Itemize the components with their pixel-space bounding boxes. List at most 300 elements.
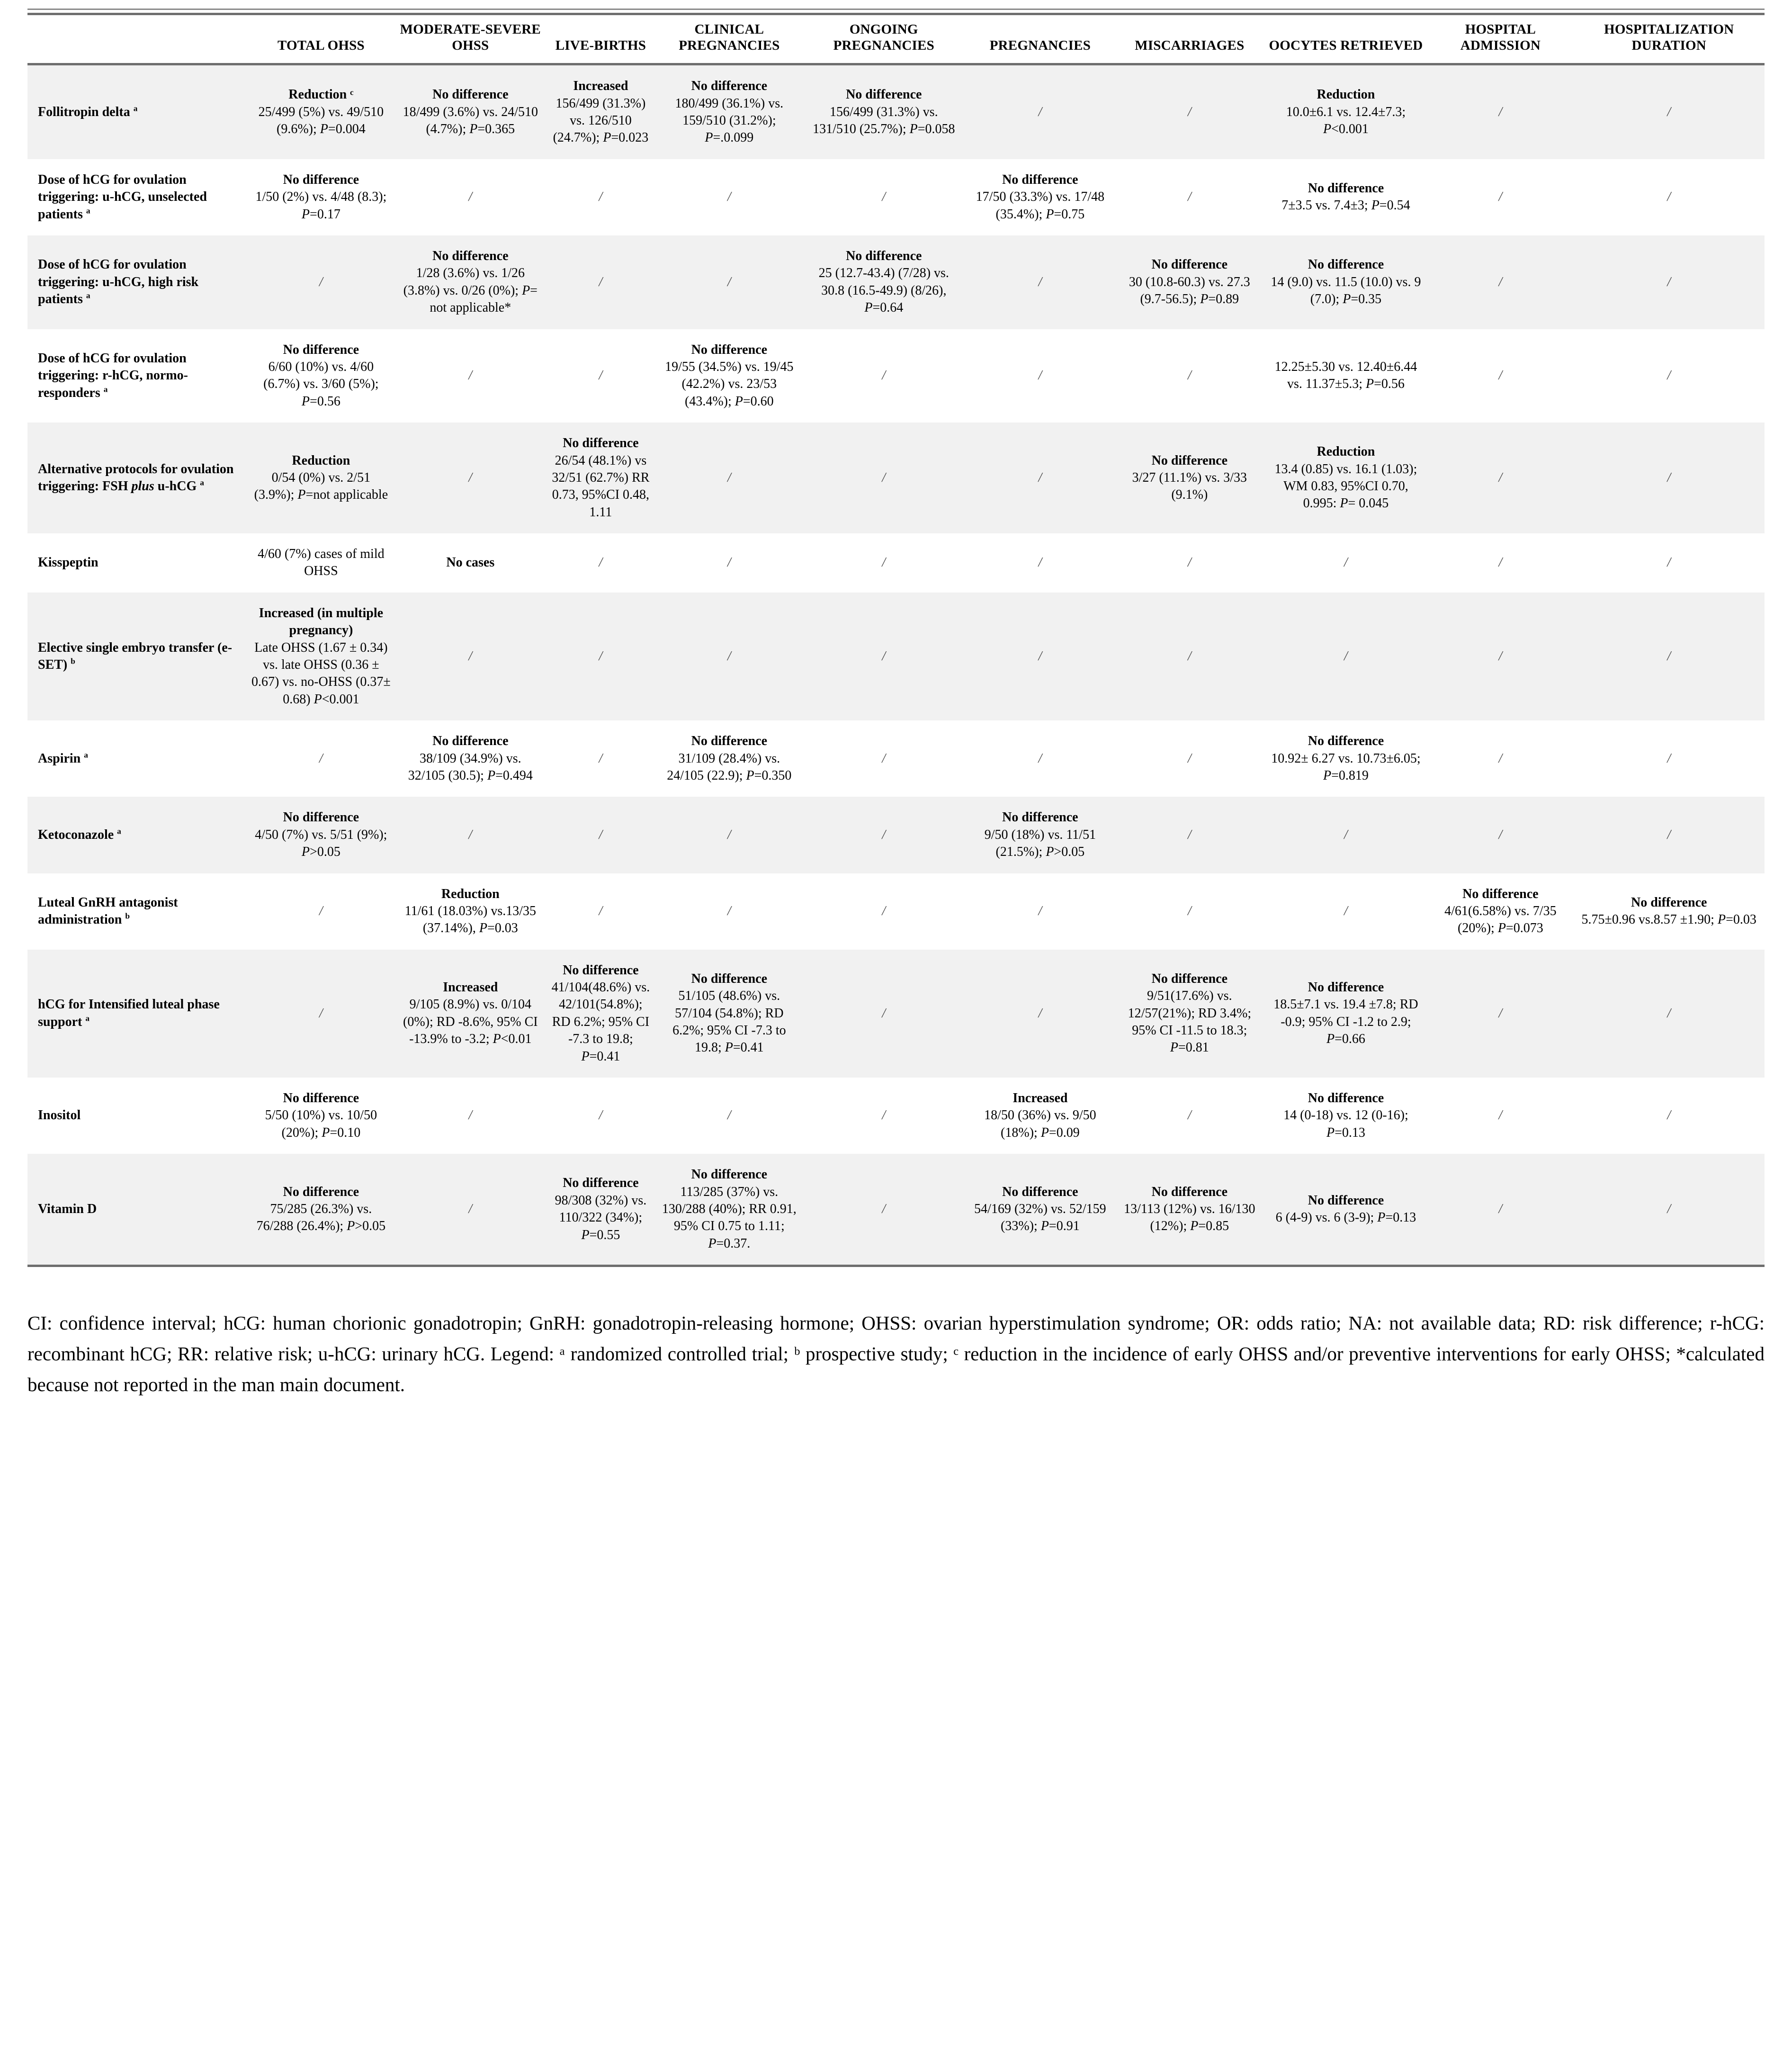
cell-verdict: No difference [691, 734, 768, 749]
empty-marker: / [1038, 368, 1042, 383]
empty-marker: / [1667, 555, 1671, 570]
empty-marker: / [1498, 1108, 1503, 1123]
cell-hospitalization_duration [1573, 235, 1765, 329]
cell-pregnancies [966, 950, 1115, 1078]
cell-moderate_severe_ohss [396, 950, 545, 1078]
cell-live_births [545, 64, 656, 159]
empty-marker: / [1498, 751, 1503, 766]
cell-moderate_severe_ohss [396, 422, 545, 533]
cell-hospitalization_duration [1573, 533, 1765, 593]
cell-pregnancies [966, 797, 1115, 873]
cell-hospital_admission [1427, 1154, 1573, 1266]
row-header-intervention: Follitropin delta $^a$ [27, 64, 246, 159]
cell-detail: Late OHSS (1.67 ± 0.34) vs. late OHSS (0.36 ± 0.67) vs. no-OHSS (0.37± 0.68) P<0.001 [251, 640, 391, 707]
row-header-intervention: Dose of hCG for ovulation triggering: u-hCG, high risk patients $^a$ [27, 235, 246, 329]
cell-verdict: No difference [563, 962, 639, 978]
cell-pregnancies [966, 1154, 1115, 1266]
empty-marker: / [882, 827, 886, 842]
empty-marker: / [1038, 648, 1042, 664]
cell-total_ohss [246, 720, 395, 797]
cell-oocytes_retrieved [1264, 1078, 1428, 1154]
cell-detail: 17/50 (33.3%) vs. 17/48 (35.4%); P=0.75 [976, 189, 1105, 222]
cell-hospital_admission [1427, 329, 1573, 423]
cell-verdict: Increased (in multiple pregnancy) [259, 605, 384, 638]
cell-hospital_admission [1427, 950, 1573, 1078]
empty-marker: / [599, 648, 603, 664]
empty-marker: / [1344, 648, 1348, 664]
cell-oocytes_retrieved [1264, 950, 1428, 1078]
table-header-row [27, 14, 1765, 64]
cell-detail: 75/285 (26.3%) vs. 76/288 (26.4%); P>0.05 [256, 1202, 386, 1234]
cell-detail: 3/27 (11.1%) vs. 3/33 (9.1%) [1132, 470, 1247, 503]
cell-miscarriages [1115, 720, 1264, 797]
cell-pregnancies [966, 720, 1115, 797]
empty-marker: / [1187, 648, 1192, 664]
cell-hospitalization_duration [1573, 64, 1765, 159]
table-top-rule [27, 9, 1765, 10]
empty-marker: / [882, 555, 886, 570]
cell-total_ohss [246, 235, 395, 329]
cell-hospital_admission [1427, 422, 1573, 533]
empty-marker: / [1498, 555, 1503, 570]
cell-hospital_admission [1427, 533, 1573, 593]
cell-miscarriages [1115, 1154, 1264, 1266]
column-header-moderate-severe-ohss: MODERATE-SEVERE OHSS [396, 14, 545, 64]
cell-ongoing_pregnancies [802, 720, 966, 797]
cell-detail: 51/105 (48.6%) vs. 57/104 (54.8%); RD 6.2%; 95% CI -7.3 to 19.8; P=0.41 [672, 989, 786, 1055]
row-header-intervention: Kisspeptin [27, 533, 246, 593]
ohss-interventions-table [27, 13, 1765, 1267]
cell-detail: 6 (4-9) vs. 6 (3-9); P=0.13 [1275, 1210, 1416, 1225]
cell-total_ohss [246, 64, 395, 159]
column-header-total-ohss: TOTAL OHSS [246, 14, 395, 64]
empty-marker: / [599, 189, 603, 205]
cell-verdict: No difference [1462, 886, 1539, 901]
cell-live_births [545, 159, 656, 235]
cell-verdict: No difference [1631, 895, 1707, 910]
cell-detail: 9/105 (8.9%) vs. 0/104 (0%); RD -8.6%, 95% CI -13.9% to -3.2; P<0.01 [403, 997, 538, 1047]
empty-marker: / [468, 1202, 473, 1216]
cell-detail: 4/50 (7%) vs. 5/51 (9%); P>0.05 [255, 827, 387, 860]
cell-verdict: Increased [443, 980, 498, 995]
cell-clinical_pregnancies [656, 159, 802, 235]
empty-marker: / [319, 903, 323, 918]
cell-live_births [545, 720, 656, 797]
empty-marker: / [727, 1108, 731, 1123]
cell-verdict: No difference [1151, 257, 1228, 272]
cell-detail: 1/28 (3.6%) vs. 1/26 (3.8%) vs. 0/26 (0%); P= not applicable* [403, 266, 538, 315]
empty-marker: / [882, 1108, 886, 1123]
cell-pregnancies [966, 422, 1115, 533]
cell-total_ohss [246, 422, 395, 533]
empty-marker: / [1038, 1006, 1042, 1021]
empty-marker: / [468, 368, 473, 383]
cell-detail: 19/55 (34.5%) vs. 19/45 (42.2%) vs. 23/53 (43.4%); P=0.60 [665, 359, 794, 409]
cell-moderate_severe_ohss [396, 64, 545, 159]
cell-detail: 156/499 (31.3%) vs. 131/510 (25.7%); P=0.058 [813, 104, 955, 137]
cell-detail: 156/499 (31.3%) vs. 126/510 (24.7%); P=0.023 [553, 96, 649, 145]
cell-oocytes_retrieved [1264, 235, 1428, 329]
cell-pregnancies [966, 593, 1115, 720]
cell-total_ohss [246, 950, 395, 1078]
cell-pregnancies [966, 533, 1115, 593]
row-header-intervention: hCG for Intensified luteal phase support $^a$ [27, 950, 246, 1078]
cell-ongoing_pregnancies [802, 422, 966, 533]
cell-miscarriages [1115, 159, 1264, 235]
empty-marker: / [1498, 104, 1503, 119]
cell-clinical_pregnancies [656, 873, 802, 950]
empty-marker: / [1667, 1108, 1671, 1123]
row-header-intervention: Aspirin $^a$ [27, 720, 246, 797]
cell-miscarriages [1115, 422, 1264, 533]
cell-oocytes_retrieved [1264, 797, 1428, 873]
cell-verdict: No difference [283, 810, 359, 825]
cell-detail: 14 (0-18) vs. 12 (0-16); P=0.13 [1283, 1108, 1408, 1140]
cell-detail: 10.92± 6.27 vs. 10.73±6.05; P=0.819 [1271, 751, 1421, 783]
cell-detail: 11/61 (18.03%) vs.13/35 (37.14%), P=0.03 [404, 903, 536, 936]
cell-moderate_severe_ohss [396, 873, 545, 950]
table-body [27, 64, 1765, 1266]
empty-marker: / [1038, 470, 1042, 485]
column-header-live-births: LIVE-BIRTHS [545, 14, 656, 64]
cell-detail: 14 (9.0) vs. 11.5 (10.0) vs. 9 (7.0); P=0.35 [1271, 274, 1421, 306]
cell-moderate_severe_ohss [396, 1078, 545, 1154]
cell-oocytes_retrieved [1264, 329, 1428, 423]
cell-hospital_admission [1427, 797, 1573, 873]
cell-miscarriages [1115, 593, 1264, 720]
empty-marker: / [599, 827, 603, 842]
cell-total_ohss [246, 1154, 395, 1266]
cell-detail: 25/499 (5%) vs. 49/510 (9.6%); P=0.004 [258, 104, 384, 137]
cell-live_births [545, 873, 656, 950]
cell-total_ohss [246, 329, 395, 423]
empty-marker: / [1187, 555, 1192, 570]
cell-live_births [545, 950, 656, 1078]
cell-oocytes_retrieved [1264, 159, 1428, 235]
cell-ongoing_pregnancies [802, 329, 966, 423]
cell-clinical_pregnancies [656, 329, 802, 423]
row-header-intervention: Elective single embryo transfer (e-SET) $^b$ [27, 593, 246, 720]
cell-pregnancies [966, 64, 1115, 159]
cell-hospital_admission [1427, 1078, 1573, 1154]
cell-miscarriages [1115, 329, 1264, 423]
cell-miscarriages [1115, 1078, 1264, 1154]
table-row [27, 64, 1765, 159]
cell-hospitalization_duration [1573, 593, 1765, 720]
empty-marker: / [319, 751, 323, 766]
empty-marker: / [1667, 1202, 1671, 1216]
empty-marker: / [1498, 189, 1503, 205]
column-header-oocytes-retrieved: OOCYTES RETRIEVED [1264, 14, 1428, 64]
empty-marker: / [1498, 1202, 1503, 1216]
cell-oocytes_retrieved [1264, 64, 1428, 159]
cell-hospitalization_duration [1573, 1154, 1765, 1266]
cell-verdict: No difference [1002, 1184, 1078, 1199]
cell-total_ohss [246, 797, 395, 873]
cell-clinical_pregnancies [656, 720, 802, 797]
cell-verdict: No difference [691, 79, 768, 94]
cell-moderate_severe_ohss [396, 533, 545, 593]
cell-miscarriages [1115, 873, 1264, 950]
cell-hospitalization_duration [1573, 797, 1765, 873]
cell-verdict: No difference [563, 436, 639, 451]
row-header-intervention: Luteal GnRH antagonist administration $^b$ [27, 873, 246, 950]
empty-marker: / [468, 827, 473, 842]
cell-pregnancies [966, 235, 1115, 329]
cell-moderate_severe_ohss [396, 797, 545, 873]
cell-pregnancies [966, 1078, 1115, 1154]
cell-detail: 180/499 (36.1%) vs. 159/510 (31.2%); P=.0.099 [675, 96, 784, 145]
empty-marker: / [1038, 274, 1042, 289]
empty-marker: / [1187, 751, 1192, 766]
table-row [27, 422, 1765, 533]
empty-marker: / [1344, 903, 1348, 918]
table-row [27, 329, 1765, 423]
empty-marker: / [1667, 751, 1671, 766]
cell-ongoing_pregnancies [802, 593, 966, 720]
table-row [27, 159, 1765, 235]
row-header-intervention: Inositol [27, 1078, 246, 1154]
cell-detail: 41/104(48.6%) vs. 42/101(54.8%); RD 6.2%; 95% CI -7.3 to 19.8; P=0.41 [551, 980, 650, 1064]
empty-marker: / [882, 368, 886, 383]
cell-verdict: Reduction [1317, 87, 1375, 102]
column-header-pregnancies: PREGNANCIES [966, 14, 1115, 64]
cell-pregnancies [966, 329, 1115, 423]
cell-detail: 98/308 (32%) vs. 110/322 (34%); P=0.55 [555, 1193, 647, 1242]
empty-marker: / [1187, 827, 1192, 842]
row-header-intervention: Dose of hCG for ovulation triggering: u-hCG, unselected patients $^a$ [27, 159, 246, 235]
empty-marker: / [882, 470, 886, 485]
cell-verdict: No difference [1151, 1184, 1228, 1199]
empty-marker: / [1498, 1006, 1503, 1021]
cell-pregnancies [966, 159, 1115, 235]
empty-marker: / [1187, 189, 1192, 205]
cell-miscarriages [1115, 533, 1264, 593]
cell-detail: 6/60 (10%) vs. 4/60 (6.7%) vs. 3/60 (5%); P=0.56 [263, 359, 379, 409]
cell-moderate_severe_ohss [396, 235, 545, 329]
cell-detail: 1/50 (2%) vs. 4/48 (8.3); P=0.17 [255, 189, 387, 222]
cell-verdict: No difference [691, 971, 768, 986]
empty-marker: / [882, 189, 886, 205]
cell-ongoing_pregnancies [802, 533, 966, 593]
cell-detail: 4/61(6.58%) vs. 7/35 (20%); P=0.073 [1444, 903, 1557, 936]
empty-marker: / [1667, 827, 1671, 842]
empty-marker: / [1498, 827, 1503, 842]
empty-marker: / [727, 555, 731, 570]
cell-pregnancies [966, 873, 1115, 950]
cell-verdict: No difference [1002, 810, 1078, 825]
cell-verdict: Reduction [292, 453, 350, 468]
column-header-miscarriages: MISCARRIAGES [1115, 14, 1264, 64]
cell-total_ohss [246, 533, 395, 593]
cell-verdict: No difference [846, 87, 922, 102]
cell-clinical_pregnancies [656, 533, 802, 593]
cell-miscarriages [1115, 950, 1264, 1078]
cell-live_births [545, 329, 656, 423]
cell-live_births [545, 1078, 656, 1154]
cell-oocytes_retrieved [1264, 1154, 1428, 1266]
empty-marker: / [1667, 274, 1671, 289]
cell-verdict: No difference [432, 734, 509, 749]
cell-moderate_severe_ohss [396, 159, 545, 235]
empty-marker: / [1667, 189, 1671, 205]
table-row [27, 797, 1765, 873]
empty-marker: / [1187, 1108, 1192, 1123]
cell-live_births [545, 1154, 656, 1266]
empty-marker: / [1344, 827, 1348, 842]
empty-marker: / [1038, 751, 1042, 766]
empty-marker: / [599, 555, 603, 570]
cell-detail: 54/169 (32%) vs. 52/159 (33%); P=0.91 [974, 1202, 1106, 1234]
column-header-ongoing-pregnancies: ONGOING PREGNANCIES [802, 14, 966, 64]
cell-verdict: No difference [1308, 734, 1384, 749]
column-header-clinical-pregnancies: CLINICAL PREGNANCIES [656, 14, 802, 64]
empty-marker: / [468, 470, 473, 485]
row-header-intervention: Dose of hCG for ovulation triggering: r-hCG, normo-responders $^a$ [27, 329, 246, 423]
cell-clinical_pregnancies [656, 235, 802, 329]
cell-detail: 38/109 (34.9%) vs. 32/105 (30.5); P=0.494 [408, 751, 533, 783]
cell-oocytes_retrieved [1264, 533, 1428, 593]
cell-verdict: No difference [563, 1176, 639, 1191]
cell-live_births [545, 797, 656, 873]
cell-miscarriages [1115, 64, 1264, 159]
table-header [27, 14, 1765, 64]
table-row [27, 873, 1765, 950]
cell-detail: 31/109 (28.4%) vs. 24/105 (22.9); P=0.350 [667, 751, 792, 783]
cell-detail: 9/50 (18%) vs. 11/51 (21.5%); P>0.05 [984, 827, 1096, 860]
table-row [27, 235, 1765, 329]
cell-verdict: No difference [283, 342, 359, 357]
cell-clinical_pregnancies [656, 1154, 802, 1266]
cell-detail: 25 (12.7-43.4) (7/28) vs. 30.8 (16.5-49.9) (8/26), P=0.64 [818, 266, 949, 315]
empty-marker: / [882, 903, 886, 918]
cell-total_ohss [246, 1078, 395, 1154]
cell-verdict: No difference [1308, 181, 1384, 196]
cell-clinical_pregnancies [656, 950, 802, 1078]
cell-live_births [545, 235, 656, 329]
empty-marker: / [1667, 1006, 1671, 1021]
table-row [27, 593, 1765, 720]
cell-detail: 30 (10.8-60.3) vs. 27.3 (9.7-56.5); P=0.89 [1129, 274, 1250, 306]
cell-verdict: No difference [432, 248, 509, 263]
cell-verdict: No difference [1002, 172, 1078, 187]
cell-moderate_severe_ohss [396, 593, 545, 720]
cell-verdict: No difference [432, 87, 509, 102]
empty-marker: / [727, 648, 731, 664]
empty-marker: / [599, 1108, 603, 1123]
cell-verdict: No difference [283, 1091, 359, 1106]
cell-verdict: No difference [1308, 257, 1384, 272]
cell-verdict: No difference [283, 172, 359, 187]
table-row [27, 1154, 1765, 1266]
empty-marker: / [1498, 470, 1503, 485]
empty-marker: / [727, 189, 731, 205]
empty-marker: / [1187, 104, 1192, 119]
cell-live_births [545, 533, 656, 593]
table-footnote: CI: confidence interval; hCG: human chorionic gonadotropin; GnRH: gonadotropin-releasing hormone; OHSS: ovarian hyperstimulation syndrome; OR: odds ratio; NA: not available data; RD: risk difference; r-hCG: recombinant hCG; RR: relative risk; u-hCG: urinary hCG. Legend: ᵃ randomized controlled trial; ᵇ prospective study; ᶜ reduction in the incidence of early OHSS and/or preventive interventions for early OHSS; *calculated because not reported in the man main document. [27, 1312, 1765, 1395]
cell-detail: 18/499 (3.6%) vs. 24/510 (4.7%); P=0.365 [403, 104, 538, 137]
cell-ongoing_pregnancies [802, 235, 966, 329]
cell-hospitalization_duration [1573, 720, 1765, 797]
cell-clinical_pregnancies [656, 797, 802, 873]
cell-verdict: No difference [1308, 1091, 1384, 1106]
cell-total_ohss [246, 873, 395, 950]
empty-marker: / [599, 274, 603, 289]
cell-hospital_admission [1427, 159, 1573, 235]
cell-ongoing_pregnancies [802, 64, 966, 159]
empty-marker: / [1667, 470, 1671, 485]
empty-marker: / [1498, 274, 1503, 289]
cell-verdict: No difference [1151, 971, 1228, 986]
empty-marker: / [468, 189, 473, 205]
cell-live_births [545, 593, 656, 720]
cell-hospitalization_duration [1573, 1078, 1765, 1154]
cell-verdict: No difference [283, 1184, 359, 1199]
cell-hospitalization_duration [1573, 950, 1765, 1078]
cell-moderate_severe_ohss [396, 1154, 545, 1266]
cell-ongoing_pregnancies [802, 950, 966, 1078]
column-header-hospitalization-duration: HOSPITALIZATION DURATION [1573, 14, 1765, 64]
cell-verdict: No difference [1151, 453, 1228, 468]
cell-detail: 13.4 (0.85) vs. 16.1 (1.03); WM 0.83, 95%CI 0.70, 0.995: P= 0.045 [1274, 461, 1417, 511]
cell-total_ohss [246, 159, 395, 235]
cell-hospital_admission [1427, 593, 1573, 720]
empty-marker: / [1038, 903, 1042, 918]
empty-marker: / [468, 648, 473, 664]
cell-hospitalization_duration [1573, 422, 1765, 533]
empty-marker: / [599, 368, 603, 383]
cell-hospital_admission [1427, 64, 1573, 159]
cell-detail: 18/50 (36%) vs. 9/50 (18%); P=0.09 [984, 1108, 1096, 1140]
cell-hospital_admission [1427, 235, 1573, 329]
column-header-intervention [27, 14, 246, 64]
cell-verdict: Increased [1012, 1091, 1068, 1106]
cell-miscarriages [1115, 797, 1264, 873]
cell-detail: 10.0±6.1 vs. 12.4±7.3; P<0.001 [1286, 104, 1406, 137]
cell-clinical_pregnancies [656, 422, 802, 533]
empty-marker: / [1344, 555, 1348, 570]
table-row [27, 533, 1765, 593]
cell-ongoing_pregnancies [802, 873, 966, 950]
column-header-hospital-admission: HOSPITAL ADMISSION [1427, 14, 1573, 64]
cell-verdict: No difference [1308, 980, 1384, 995]
empty-marker: / [1667, 368, 1671, 383]
cell-verdict: Increased [573, 79, 628, 94]
cell-verdict: No cases [446, 555, 495, 570]
empty-marker: / [882, 648, 886, 664]
cell-detail: 7±3.5 vs. 7.4±3; P=0.54 [1281, 198, 1410, 213]
cell-total_ohss [246, 593, 395, 720]
empty-marker: / [727, 470, 731, 485]
cell-ongoing_pregnancies [802, 1078, 966, 1154]
cell-detail: 13/113 (12%) vs. 16/130 (12%); P=0.85 [1124, 1202, 1255, 1234]
cell-verdict: No difference [846, 248, 922, 263]
empty-marker: / [319, 1006, 323, 1021]
cell-detail: 0/54 (0%) vs. 2/51 (3.9%); P=not applicable [254, 470, 388, 503]
cell-detail: 5/50 (10%) vs. 10/50 (20%); P=0.10 [265, 1108, 377, 1140]
empty-marker: / [727, 274, 731, 289]
cell-clinical_pregnancies [656, 64, 802, 159]
cell-verdict: Reduction [441, 886, 500, 901]
empty-marker: / [319, 274, 323, 289]
cell-hospitalization_duration [1573, 329, 1765, 423]
cell-clinical_pregnancies [656, 1078, 802, 1154]
cell-clinical_pregnancies [656, 593, 802, 720]
cell-detail: 9/51(17.6%) vs. 12/57(21%); RD 3.4%; 95% CI -11.5 to 18.3; P=0.81 [1128, 989, 1252, 1055]
cell-verdict: Reduction ᶜ [288, 87, 354, 102]
cell-oocytes_retrieved [1264, 720, 1428, 797]
cell-verdict: No difference [1308, 1193, 1384, 1208]
